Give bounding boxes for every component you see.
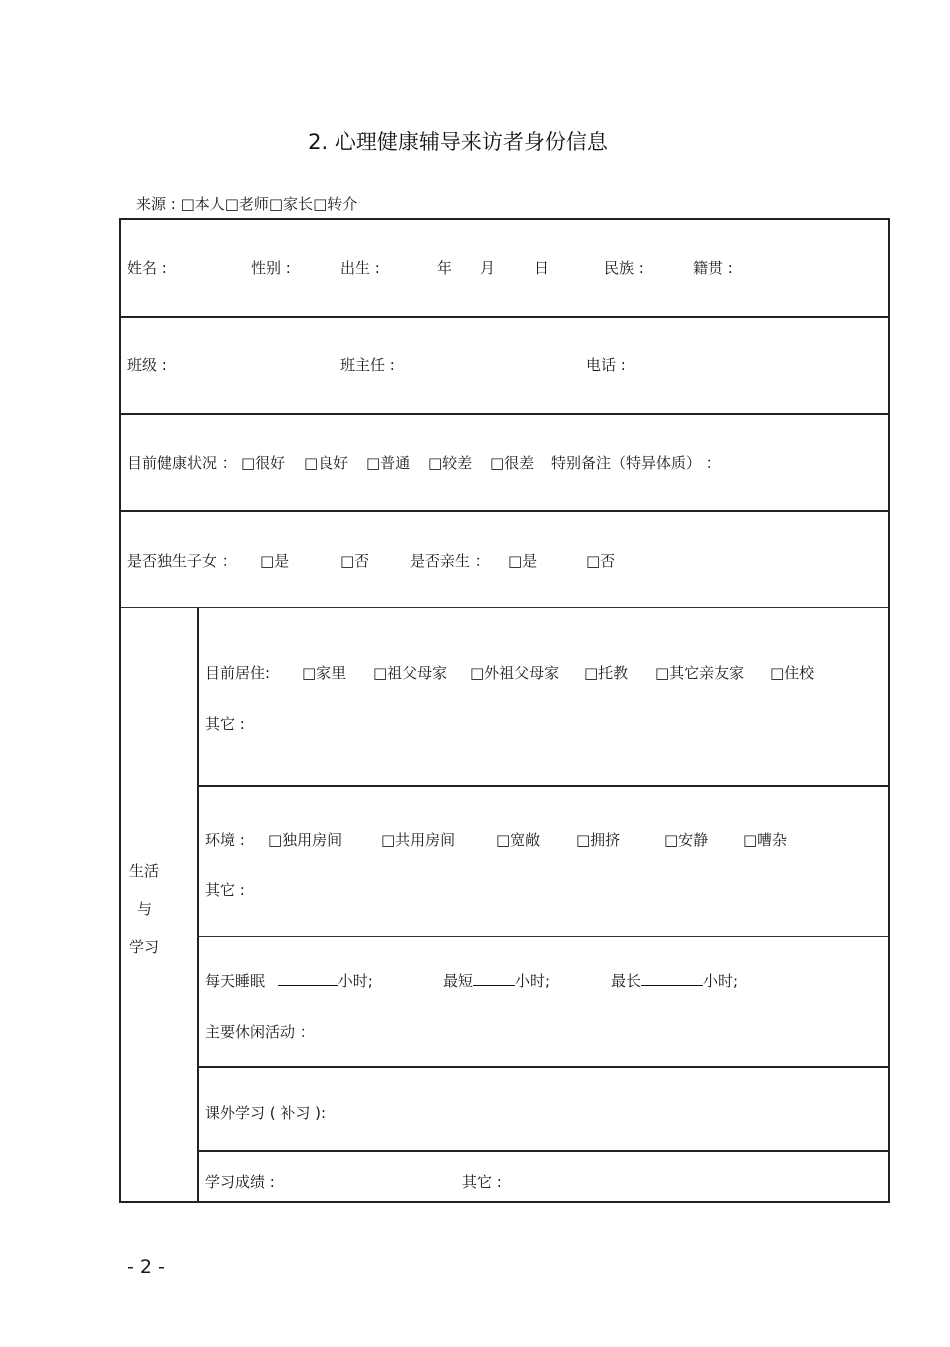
- longest-sleep-label: 最长: [611, 972, 642, 990]
- health-option-normal[interactable]: □普通: [366, 454, 411, 472]
- row-divider: [198, 1150, 888, 1152]
- head-teacher-label: 班主任 :: [340, 356, 395, 374]
- only-child-yes-checkbox[interactable]: □是: [260, 552, 290, 570]
- residence-grandparents-checkbox[interactable]: □祖父母家: [373, 664, 448, 682]
- residence-maternal-grandparents-checkbox[interactable]: □外祖父母家: [470, 664, 560, 682]
- biological-label: 是否亲生 ：: [410, 552, 490, 570]
- health-option-good[interactable]: □良好: [304, 454, 349, 472]
- daily-sleep-unit: 小时;: [337, 972, 373, 990]
- source-checkboxes[interactable]: 来源 : □本人□老师□家长□转介: [136, 195, 358, 213]
- environment-label: 环境 :: [205, 831, 245, 849]
- gender-label: 性别 :: [251, 259, 291, 277]
- page-title: 2. 心理健康辅导来访者身份信息: [308, 130, 608, 154]
- daily-sleep-label: 每天睡眠: [205, 972, 266, 990]
- extracurricular-label: 课外学习 ( 补习 ):: [205, 1104, 327, 1122]
- residence-home-checkbox[interactable]: □家里: [302, 664, 347, 682]
- row-divider: [198, 1066, 888, 1068]
- birth-label: 出生 :: [340, 259, 380, 277]
- env-crowded-checkbox[interactable]: □拥挤: [576, 831, 621, 849]
- shortest-sleep-unit: 小时;: [515, 972, 551, 990]
- env-private-room-checkbox[interactable]: □独用房间: [268, 831, 343, 849]
- health-option-very-good[interactable]: □很好: [241, 454, 286, 472]
- residence-dorm-checkbox[interactable]: □住校: [770, 664, 815, 682]
- residence-relatives-checkbox[interactable]: □其它亲友家: [655, 664, 745, 682]
- phone-label: 电话 :: [586, 356, 626, 374]
- day-label: 日: [534, 259, 550, 277]
- env-noisy-checkbox[interactable]: □嘈杂: [743, 831, 788, 849]
- only-child-no-checkbox[interactable]: □否: [340, 552, 370, 570]
- row-divider: [121, 510, 888, 512]
- shortest-sleep: [443, 970, 550, 991]
- native-place-label: 籍贯 :: [693, 259, 733, 277]
- daily-sleep-blank[interactable]: [278, 971, 338, 986]
- only-child-label: 是否独生子女 ：: [127, 552, 237, 570]
- longest-sleep: [611, 970, 738, 991]
- longest-sleep-blank[interactable]: [641, 971, 703, 986]
- biological-yes-checkbox[interactable]: □是: [508, 552, 538, 570]
- leisure-label: 主要休闲活动 ：: [205, 1023, 315, 1041]
- shortest-sleep-blank[interactable]: [473, 971, 515, 986]
- residence-other-label: 其它 :: [205, 715, 245, 733]
- row-divider: [121, 607, 888, 608]
- health-label: 目前健康状况 ：: [127, 454, 237, 472]
- sleep-row: [205, 970, 373, 991]
- row-divider: [198, 936, 888, 937]
- residence-label: 目前居住:: [205, 664, 271, 682]
- grades-label: 学习成绩 :: [205, 1173, 275, 1191]
- row-divider: [121, 413, 888, 415]
- row-divider: [121, 316, 888, 318]
- section-label-life: 生活: [129, 862, 160, 880]
- class-label: 班级 :: [127, 356, 167, 374]
- longest-sleep-unit: 小时;: [703, 972, 739, 990]
- health-option-very-poor[interactable]: □很差: [490, 454, 535, 472]
- env-shared-room-checkbox[interactable]: □共用房间: [381, 831, 456, 849]
- special-remark-label: 特别备注（特异体质） ：: [551, 454, 721, 472]
- environment-other-label: 其它 :: [205, 881, 245, 899]
- year-label: 年: [437, 259, 453, 277]
- page-number: - 2 -: [127, 1256, 165, 1278]
- row-divider: [198, 785, 888, 787]
- grades-other-label: 其它 :: [462, 1173, 502, 1191]
- visitor-info-form: [119, 218, 890, 1203]
- section-label-study: 学习: [129, 938, 160, 956]
- health-option-poor[interactable]: □较差: [428, 454, 473, 472]
- month-label: 月: [480, 259, 496, 277]
- env-quiet-checkbox[interactable]: □安静: [664, 831, 709, 849]
- column-divider: [197, 608, 199, 1201]
- residence-daycare-checkbox[interactable]: □托教: [584, 664, 629, 682]
- biological-no-checkbox[interactable]: □否: [586, 552, 616, 570]
- ethnicity-label: 民族 :: [604, 259, 644, 277]
- name-label: 姓名 :: [127, 259, 167, 277]
- shortest-sleep-label: 最短: [443, 972, 474, 990]
- section-label-and: 与: [137, 900, 153, 918]
- env-spacious-checkbox[interactable]: □宽敞: [496, 831, 541, 849]
